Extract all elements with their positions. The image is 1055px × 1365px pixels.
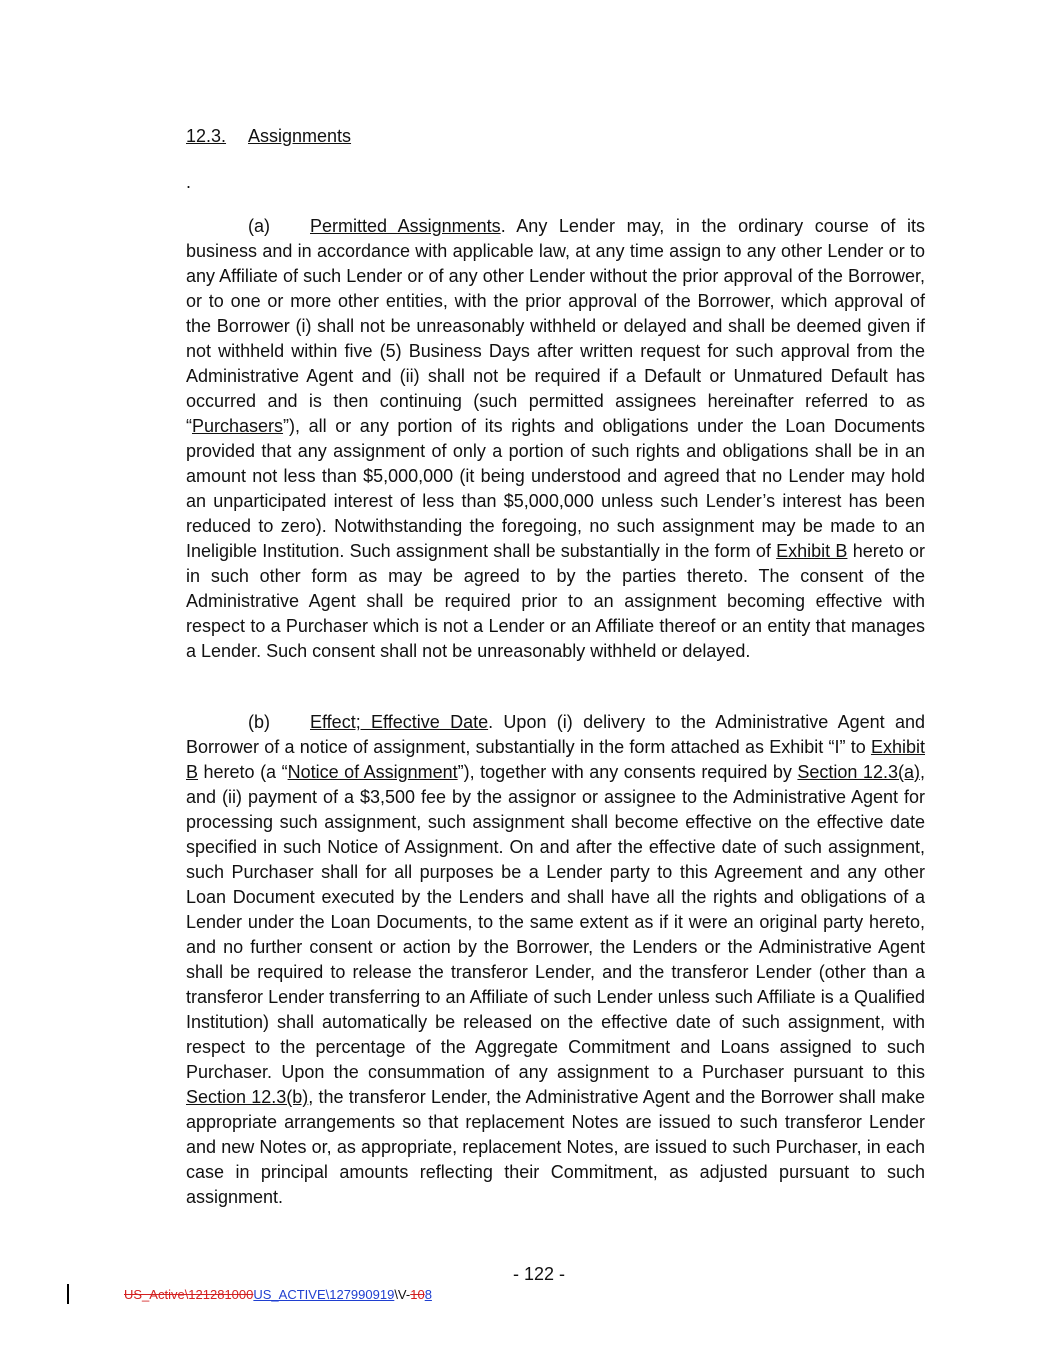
stray-period: . — [186, 172, 192, 192]
inserted-version: 8 — [424, 1287, 432, 1302]
clause-text: , the transferor Lender, the Administrative Agent and the Borrower shall make appropriate arrangements so that replacement Notes are issued to such transferor Lender and new Notes or, as appropriate, replacement Notes, are issued to such Purchaser, in each case in principal amounts reflecting their Commitment, as adjusted pursuant to such assignment. — [186, 1087, 925, 1207]
exhibit-reference: Exhibit B — [776, 541, 848, 561]
defined-term-notice-of-assignment: Notice of Assignment — [287, 762, 458, 782]
document-id-footer — [124, 1287, 432, 1303]
clause-title: Effect; Effective Date — [310, 712, 489, 732]
section-title: Assignments — [248, 126, 352, 146]
paragraph-effect-effective-date — [186, 710, 925, 1210]
clause-label: (b) — [248, 712, 270, 732]
clause-label: (a) — [248, 216, 270, 236]
section-reference: Section 12.3(b) — [186, 1087, 309, 1107]
clause-title: Permitted Assignments — [310, 216, 501, 236]
page-number: - 122 - — [512, 1264, 566, 1284]
section-number: 12.3. — [186, 126, 227, 146]
defined-term-purchasers: Purchasers — [192, 416, 284, 436]
clause-text: ”), all or any portion of its rights and obligations under the Loan Documents provided that any assignment of only a portion of such rights and obligations shall be in an amount not less than $5,000,000 (it being understood and agreed that no Lender may hold an unparticipated interest of less than $5,000,000 unless such Lender’s interest has been reduced to zero). Notwithstanding the foregoing, no such assignment may be made to an Ineligible Institution. Such assignment shall be substantially in the form of — [186, 416, 925, 561]
paragraph-permitted-assignments — [186, 214, 925, 664]
deleted-doc-id: US_Active\121281000 — [124, 1287, 254, 1302]
revision-change-bar — [67, 1284, 69, 1304]
clause-text: hereto or in such other form as may be agreed to by the parties thereto. The consent of the Administrative Agent shall be required prior to an assignment becoming effective with respect to a Purchaser which is not a Lender or an Affiliate thereof or an entity that manages a Lender. Such consent shall not be unreasonably withheld or delayed. — [186, 541, 925, 661]
section-heading — [186, 124, 351, 149]
section-reference: Section 12.3(a) — [797, 762, 920, 782]
deleted-version: 10 — [410, 1287, 425, 1302]
clause-text: ”), together with any consents required by — [457, 762, 798, 782]
clause-text: . Any Lender may, in the ordinary course of its business and in accordance with applicable law, at any time assign to any other Lender or to any Affiliate of such Lender or of any other Lender without the prior approval of the Borrower, or to one or more other entities, with the prior approval of the Borrower, which approval of the Borrower (i) shall not be unreasonably withheld or delayed and shall be deemed given if not withheld within five (5) Business Days after written request for such approval from the Administrative Agent and (ii) shall not be required if a Default or Unmatured Default has occurred and is then continuing (such permitted assignees hereinafter referred to as “ — [186, 216, 925, 436]
version-separator: \V- — [394, 1287, 411, 1302]
clause-text: , and (ii) payment of a $3,500 fee by the assignor or assignee to the Administrative Agent for processing such assignment, such assignment shall become effective on the effective date specified in such Notice of Assignment. On and after the effective date of such assignment, such Purchaser shall for all purposes be a Lender party to this Agreement and any other Loan Document executed by the Lenders and shall have all the rights and obligations of a Lender under the Loan Documents, to the same extent as if it were an original party hereto, and no further consent or action by the Borrower, the Lenders or the Administrative Agent shall be required to release the transferor Lender, and the transferor Lender (other than a transferor Lender transferring to an Affiliate of such Lender unless such Affiliate is a Qualified Institution) shall automatically be released on the effective date of such assignment, with respect to the percentage of the Aggregate Commitment and Loans assigned to such Purchaser. Upon the consummation of any assignment to a Purchaser pursuant to this — [186, 762, 925, 1082]
exhibit-reference: Exhibit B — [186, 737, 925, 782]
clause-text: . Upon (i) delivery to the Administrative Agent and Borrower of a notice of assignment, substantially in the form attached as Exhibit “I” to — [186, 712, 925, 757]
inserted-doc-id: US_ACTIVE\127990919 — [253, 1287, 395, 1302]
clause-text: hereto (a “ — [198, 762, 288, 782]
